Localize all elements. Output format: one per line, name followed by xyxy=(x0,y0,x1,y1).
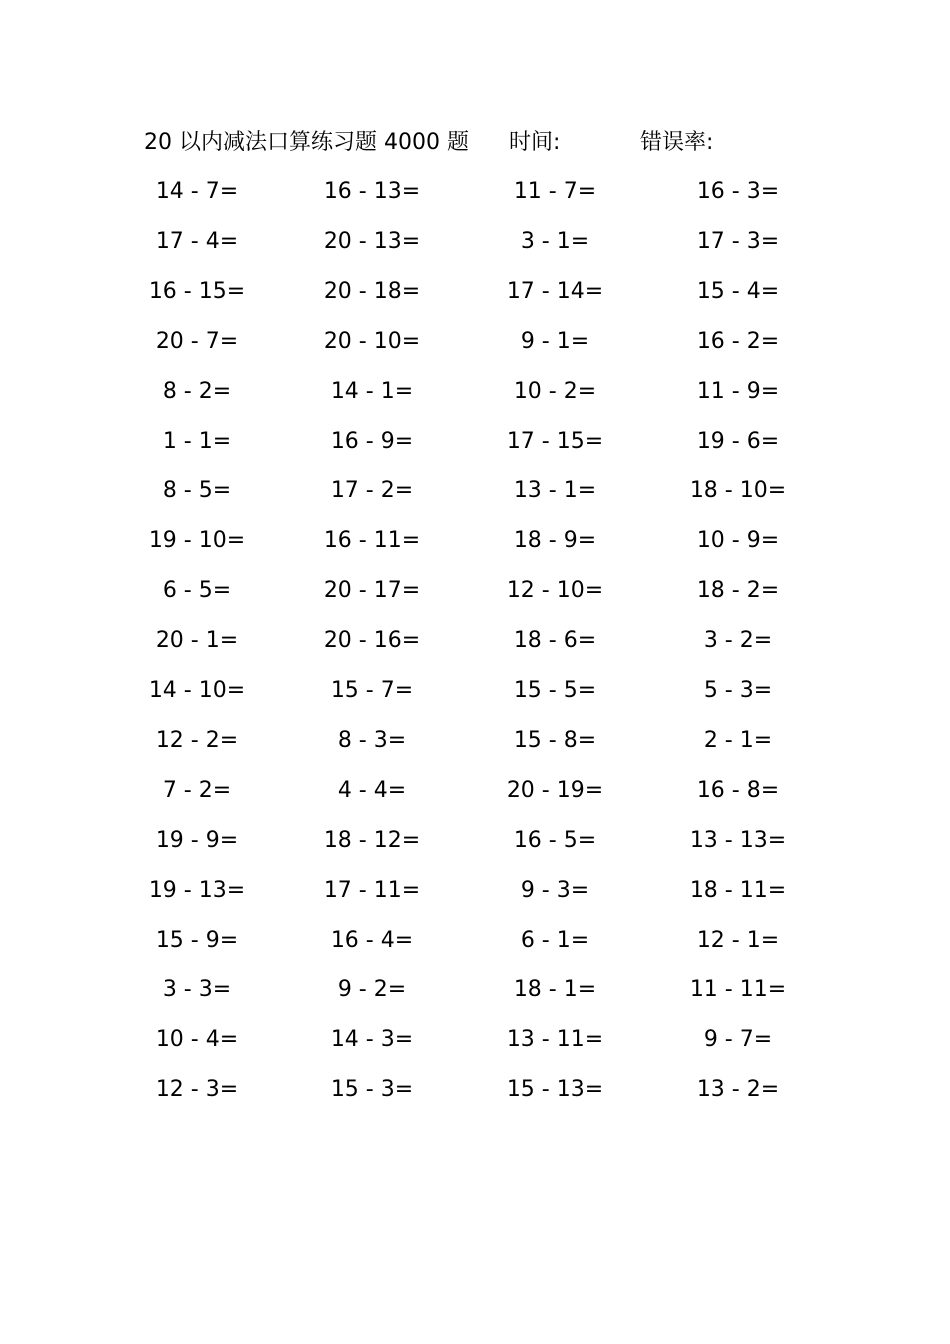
subtraction-problem: 2 - 1= xyxy=(703,727,773,753)
subtraction-problem: 20 - 16= xyxy=(323,628,421,654)
subtraction-problem: 20 - 18= xyxy=(323,278,421,304)
problem-row xyxy=(0,225,950,259)
subtraction-problem: 10 - 9= xyxy=(696,528,780,554)
subtraction-problem: 18 - 10= xyxy=(689,478,787,504)
subtraction-problem: 16 - 9= xyxy=(330,428,414,454)
subtraction-problem: 20 - 13= xyxy=(323,228,421,254)
subtraction-problem: 18 - 1= xyxy=(513,977,597,1003)
subtraction-problem: 14 - 1= xyxy=(330,378,414,404)
subtraction-problem: 6 - 1= xyxy=(520,927,590,953)
subtraction-problem: 20 - 10= xyxy=(323,328,421,354)
problem-row xyxy=(0,325,950,359)
subtraction-problem: 18 - 12= xyxy=(323,827,421,853)
subtraction-problem: 16 - 3= xyxy=(696,179,780,204)
subtraction-problem: 15 - 9= xyxy=(155,927,239,953)
subtraction-problem: 8 - 2= xyxy=(162,378,232,404)
problem-row xyxy=(0,175,950,209)
subtraction-problem: 20 - 1= xyxy=(155,628,239,654)
subtraction-problem: 9 - 2= xyxy=(337,977,407,1003)
subtraction-problem: 16 - 11= xyxy=(323,528,421,554)
subtraction-problem: 19 - 10= xyxy=(148,528,246,554)
subtraction-problem: 3 - 3= xyxy=(162,977,232,1003)
subtraction-problem: 11 - 7= xyxy=(513,179,597,204)
subtraction-problem: 12 - 10= xyxy=(506,578,604,604)
subtraction-problem: 14 - 7= xyxy=(155,179,239,204)
problem-row xyxy=(0,474,950,508)
subtraction-problem: 17 - 3= xyxy=(696,228,780,254)
problem-row xyxy=(0,724,950,758)
subtraction-problem: 3 - 2= xyxy=(703,628,773,654)
subtraction-problem: 20 - 17= xyxy=(323,578,421,604)
subtraction-problem: 18 - 9= xyxy=(513,528,597,554)
subtraction-problem: 16 - 15= xyxy=(148,278,246,304)
subtraction-problem: 12 - 2= xyxy=(155,727,239,753)
subtraction-problem: 17 - 4= xyxy=(155,228,239,254)
subtraction-problem: 19 - 6= xyxy=(696,428,780,454)
subtraction-problem: 19 - 13= xyxy=(148,877,246,903)
problem-row xyxy=(0,425,950,459)
error-rate-label: 错误率: xyxy=(640,130,714,155)
subtraction-problem: 17 - 11= xyxy=(323,877,421,903)
subtraction-problem: 11 - 11= xyxy=(689,977,787,1003)
subtraction-problem: 15 - 13= xyxy=(506,1077,604,1103)
subtraction-problem: 7 - 2= xyxy=(162,777,232,803)
problem-row xyxy=(0,824,950,858)
time-label: 时间: xyxy=(509,130,561,155)
problem-row xyxy=(0,624,950,658)
problem-row xyxy=(0,375,950,409)
problem-row xyxy=(0,574,950,608)
subtraction-problem: 12 - 1= xyxy=(696,927,780,953)
problem-row xyxy=(0,674,950,708)
subtraction-problem: 9 - 7= xyxy=(703,1027,773,1053)
subtraction-problem: 12 - 3= xyxy=(155,1077,239,1103)
subtraction-problem: 13 - 13= xyxy=(689,827,787,853)
subtraction-problem: 9 - 3= xyxy=(520,877,590,903)
subtraction-problem: 15 - 5= xyxy=(513,678,597,703)
subtraction-problem: 11 - 9= xyxy=(696,378,780,404)
subtraction-problem: 16 - 13= xyxy=(323,179,421,204)
problem-row xyxy=(0,524,950,558)
subtraction-problem: 16 - 2= xyxy=(696,328,780,354)
subtraction-problem: 15 - 7= xyxy=(330,678,414,703)
subtraction-problem: 17 - 2= xyxy=(330,478,414,504)
subtraction-problem: 9 - 1= xyxy=(520,328,590,354)
subtraction-problem: 10 - 4= xyxy=(155,1027,239,1053)
subtraction-problem: 4 - 4= xyxy=(337,777,407,803)
subtraction-problem: 18 - 2= xyxy=(696,578,780,604)
subtraction-problem: 20 - 19= xyxy=(506,777,604,803)
subtraction-problem: 13 - 11= xyxy=(506,1027,604,1053)
subtraction-problem: 5 - 3= xyxy=(703,678,773,703)
subtraction-problem: 8 - 3= xyxy=(337,727,407,753)
subtraction-problem: 15 - 3= xyxy=(330,1077,414,1103)
subtraction-problem: 15 - 8= xyxy=(513,727,597,753)
subtraction-problem: 3 - 1= xyxy=(520,228,590,254)
subtraction-problem: 18 - 6= xyxy=(513,628,597,654)
subtraction-problem: 16 - 4= xyxy=(330,927,414,953)
problem-grid xyxy=(0,175,950,1125)
subtraction-problem: 16 - 8= xyxy=(696,777,780,803)
subtraction-problem: 17 - 15= xyxy=(506,428,604,454)
subtraction-problem: 14 - 10= xyxy=(148,678,246,703)
worksheet-header xyxy=(0,127,950,159)
worksheet-title: 20 以内减法口算练习题 4000 题 xyxy=(144,130,469,155)
subtraction-problem: 17 - 14= xyxy=(506,278,604,304)
problem-row xyxy=(0,973,950,1007)
subtraction-problem: 13 - 1= xyxy=(513,478,597,504)
subtraction-problem: 15 - 4= xyxy=(696,278,780,304)
problem-row xyxy=(0,924,950,958)
problem-row xyxy=(0,275,950,309)
subtraction-problem: 13 - 2= xyxy=(696,1077,780,1103)
problem-row xyxy=(0,1023,950,1057)
subtraction-problem: 1 - 1= xyxy=(162,428,232,454)
problem-row xyxy=(0,1073,950,1107)
subtraction-problem: 6 - 5= xyxy=(162,578,232,604)
problem-row xyxy=(0,874,950,908)
subtraction-problem: 20 - 7= xyxy=(155,328,239,354)
subtraction-problem: 14 - 3= xyxy=(330,1027,414,1053)
subtraction-problem: 18 - 11= xyxy=(689,877,787,903)
subtraction-problem: 10 - 2= xyxy=(513,378,597,404)
subtraction-problem: 8 - 5= xyxy=(162,478,232,504)
problem-row xyxy=(0,774,950,808)
subtraction-problem: 16 - 5= xyxy=(513,827,597,853)
subtraction-problem: 19 - 9= xyxy=(155,827,239,853)
